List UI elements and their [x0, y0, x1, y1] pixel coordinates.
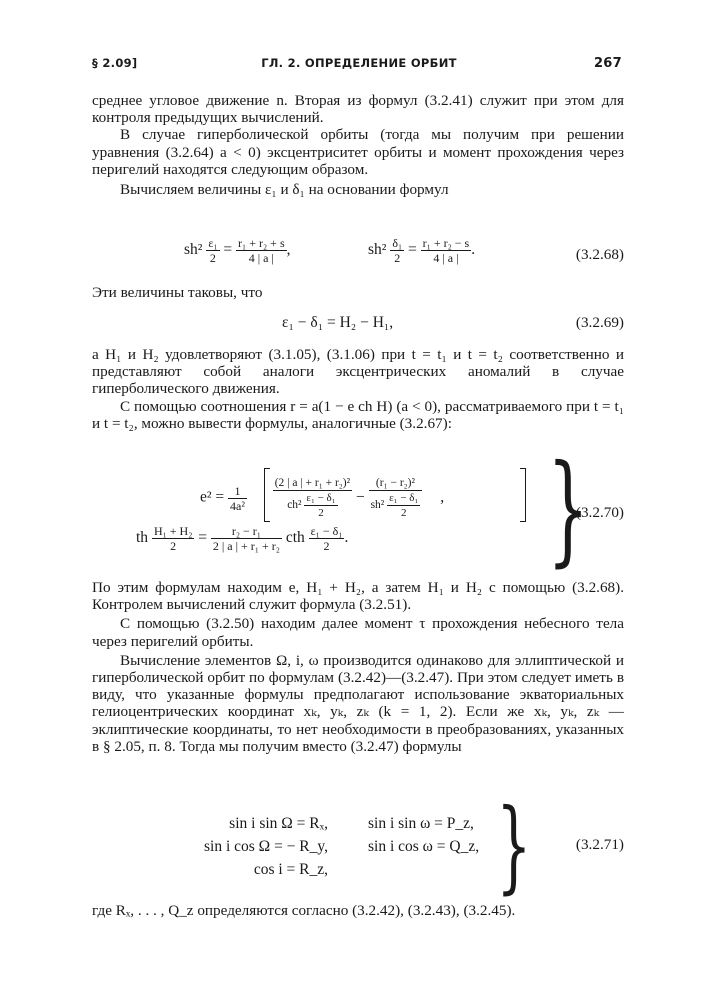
- text-block-4: [92, 579, 624, 755]
- paragraph-9: Вычисление элементов Ω, i, ω производится одинаково для эллиптической и гиперболической орбит по формулам (3.2.42)—(3.2.47). При этом следует иметь в виду, что указанные формулы предполагают использование экваториальных гелиоцентрических координат xₖ, yₖ, zₖ (k = 1, 2). Если же xₖ, yₖ, zₖ — эклиптические координаты, то нет необходимости в преобразованиях, указанных в § 2.05, п. 8. Тогда мы получим вместо (3.2.47) формулы: [92, 651, 624, 755]
- eq71-label: (3.2.71): [575, 836, 624, 853]
- eq68-a-rhs: $\frac{\text{r₁ + r₂ + s}}{4 | a |}$: [238, 236, 285, 265]
- paragraph-2: В случае гиперболической орбиты (тогда мы получим при решении уравнения (3.2.64) a < 0) эксцентриситет орбиты и момент прохождения через перигелий находятся следующим образом.: [92, 126, 624, 178]
- eq70-e-lhs: e² =: [200, 488, 225, 506]
- eq69-label: (3.2.69): [575, 314, 624, 331]
- eq70-coef: $\frac{1}{\text{4a²}}$: [230, 483, 245, 513]
- eq70-term1: (2 | a | + r₁ + r₂)² ch² $\frac{\text{ε₁ − δ₁}}{2}$: [274, 477, 351, 519]
- text-block-3: [92, 346, 624, 432]
- eq70-row1: [200, 476, 444, 520]
- eq68-b-arg: $\frac{\text{δ₁}}{2}$: [392, 236, 403, 265]
- eq68-right: sh² $\frac{\text{δ₁}}{2}$ = $\frac{\text{r₁ + r₂ − s}}{4 | a |}$ .: [368, 236, 476, 265]
- eq68-left: sh² $\frac{\text{ε₁}}{2}$ = $\frac{\text{r₁ + r₂ + s}}{4 | a |}$ ,: [184, 236, 291, 265]
- eq71-r3: cos i = R_z,: [253, 861, 328, 878]
- eq70-row2: th $\frac{\text{H₁ + H₂}}{2}$ = $\frac{\text{r₂ − r₁}}{\text{2 | a | + r₁ + r₂}}$ cth $\frac{\text{ε₁ − δ₁}}{2}$ .: [136, 524, 349, 553]
- eq70-term2: (r₁ − r₂)² sh² $\frac{\text{ε₁ − δ₁}}{2}$: [369, 476, 423, 520]
- eq71-brace: }: [496, 787, 532, 904]
- equation-3-2-69: [92, 314, 624, 334]
- eq71-r2b: sin i cos ω = Q_z,: [368, 838, 480, 855]
- paragraph-3: Вычисляем величины ε₁ и δ₁ на основании формул: [120, 181, 449, 199]
- eq70-label: (3.2.70): [575, 504, 624, 521]
- page-number: 267: [593, 56, 622, 71]
- equation-3-2-70: [92, 440, 624, 579]
- eq70-th-arg: $\frac{\text{H₁ + H₂}}{2}$: [153, 524, 193, 553]
- eq70-cth-arg: $\frac{\text{ε₁ − δ₁}}{2}$: [310, 524, 343, 553]
- paragraph-10: где Rₓ, . . . , Q_z определяются согласно (3.2.42), (3.2.43), (3.2.45).: [92, 902, 516, 919]
- section-marker: § 2.09]: [92, 56, 138, 70]
- chapter-title: ГЛ. 2. ОПРЕДЕЛЕНИЕ ОРБИТ: [261, 56, 457, 70]
- eq70-bracket-left: [264, 468, 270, 522]
- eq70-cth: cth: [285, 529, 305, 547]
- eq71-r1b: sin i sin ω = P_z,: [368, 815, 474, 832]
- text-block-1: [92, 92, 624, 198]
- eq68-a-func: sh²: [184, 241, 203, 259]
- paragraph-4: Эти величины таковы, что: [92, 284, 263, 301]
- eq68-b-rhs: $\frac{\text{r₁ + r₂ − s}}{4 | a |}$: [422, 236, 470, 265]
- paragraph-5: а H₁ и H₂ удовлетворяют (3.1.05), (3.1.06) при t = t₁ и t = t₂ соответственно и представляют собой аналоги эксцентрических аномалий в случае гиперболического движения.: [92, 346, 624, 398]
- equation-3-2-71: [92, 787, 624, 904]
- eq70-bracket-right: [520, 468, 526, 522]
- text-block-5: [92, 902, 624, 919]
- eq70-brace: }: [547, 440, 590, 579]
- equation-3-2-68: [92, 236, 624, 276]
- eq70-comma: ,: [440, 488, 445, 506]
- paragraph-6: С помощью соотношения r = a(1 − e ch H) (a < 0), рассматриваемого при t = t₁ и t = t₂, можно вывести формулы, аналогичные (3.2.67):: [92, 397, 624, 432]
- eq70-th: th: [136, 529, 149, 547]
- paragraph-8: С помощью (3.2.50) находим далее момент τ прохождения небесного тела через перигелий орбиты.: [92, 615, 624, 650]
- eq68-label: (3.2.68): [575, 246, 624, 263]
- paragraph-1: среднее угловое движение n. Вторая из формул (3.2.41) служит при этом для контроля предыдущих вычислений.: [92, 92, 624, 127]
- eq71-r1a: sin i sin Ω = Rₓ,: [229, 815, 328, 832]
- eq71-col2: [368, 812, 479, 858]
- eq68-b-func: sh²: [368, 241, 387, 259]
- eq70-equals: =: [198, 529, 208, 547]
- eq71-col1: [204, 812, 328, 881]
- paragraph-7: По этим формулам находим e, H₁ + H₂, а затем H₁ и H₂ с помощью (3.2.68). Контролем вычислений служит формула (3.2.51).: [92, 579, 624, 614]
- text-block-2: [92, 284, 624, 301]
- eq70-ratio: $\frac{\text{r₂ − r₁}}{\text{2 | a | + r₁ + r₂}}$: [212, 524, 280, 553]
- eq70-minus: −: [355, 488, 365, 506]
- eq71-r2a: sin i cos Ω = − R_y,: [204, 838, 329, 855]
- eq68-a-arg: $\frac{\text{ε₁}}{2}$: [208, 236, 218, 265]
- eq69-body: ε₁ − δ₁ = H₂ − H₁,: [282, 314, 394, 331]
